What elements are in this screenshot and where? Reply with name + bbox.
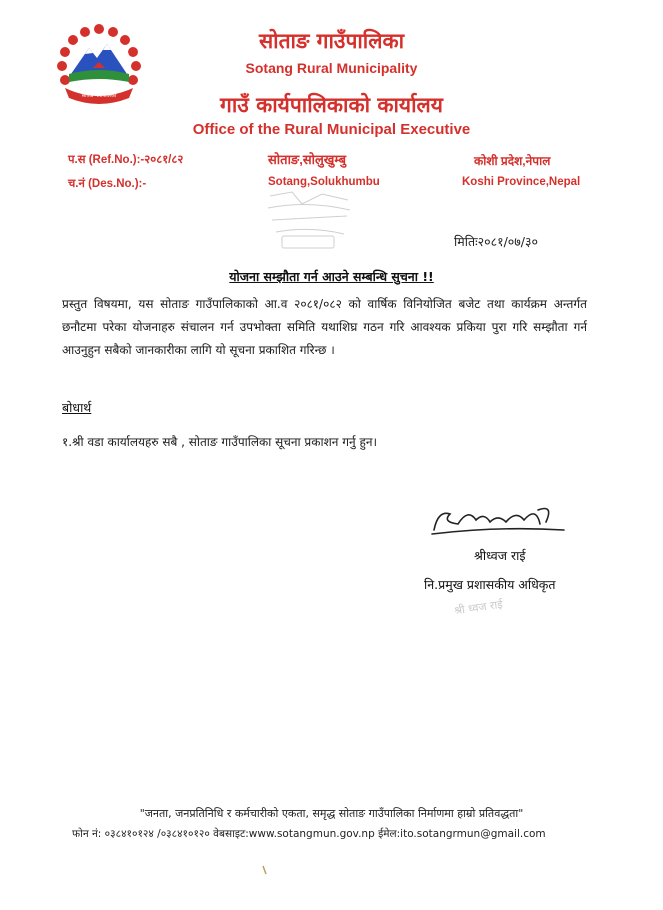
emblem-ribbon-text: सोताङ गाउँपालिका (81, 93, 117, 99)
bodharth-item: १.श्री वडा कार्यालयहरु सबै , सोताङ गाउँपालिका सूचना प्रकाशन गर्नु हुन। (62, 435, 378, 449)
signatory-name: श्रीध्वज राई (474, 548, 526, 563)
municipality-name-nepali: सोताङ गाउँपालिका (258, 29, 405, 53)
name-stamp: श्री ध्वज राई (453, 597, 504, 618)
dispatch-stamp (262, 186, 357, 256)
footer-motto: "जनता, जनप्रतिनिधि र कर्मचारीको एकता, समृद्ध सोताङ गाउँपालिका निर्माणमा हाम्रो प्रतिवद्धता" (139, 807, 524, 820)
stray-mark (262, 860, 267, 870)
footer-contact: फोन नं: ०३८४१०१२४ /०३८४१०१२० वेबसाइट:www.sotangmun.gov.np ईमेल:ito.sotangrmun@gmail.com (72, 828, 546, 840)
municipality-name-english: Sotang Rural Municipality (245, 60, 418, 76)
reference-number: प.स (Ref.No.):-२०८१/८२ (68, 154, 184, 166)
subject-line (0, 268, 663, 285)
province-english: Koshi Province,Nepal (462, 176, 581, 188)
location-nepali: सोताङ,सोलुखुम्बु (268, 152, 347, 167)
location-english: Sotang,Solukhumbu (268, 176, 380, 188)
office-name-nepali: गाउँ कार्यपालिकाको कार्यालय (220, 93, 443, 117)
dispatch-number: च.नं (Des.No.):- (68, 178, 147, 190)
handwritten-signature (428, 500, 568, 538)
body-paragraph: प्रस्तुत विषयमा, यस सोताङ गाउँपालिकाको आ.व २०८१/०८२ को वार्षिक विनियोजित बजेट तथा कार्यक्रम अन्तर्गत छनौटमा परेका योजनाहरु संचालन गर्न उपभोक्ता समिति यथाशिघ्र गठन गरि आवश्यक प्रकिया पुरा गरि सम्झौता गर्न आउनुहुन सबैको जानकारीका लागि यो सूचना प्रकाशित गरिन्छ । (62, 297, 587, 357)
letter-date: मितिः२०८१/०७/३० (454, 234, 539, 249)
bodharth-heading: बोधार्थ (62, 400, 92, 415)
signatory-designation: नि.प्रमुख प्रशासकीय अधिकृत (424, 577, 556, 592)
office-name-english: Office of the Rural Municipal Executive (192, 121, 471, 138)
province-nepali: कोशी प्रदेश,नेपाल (474, 154, 551, 168)
subject-text: योजना सम्झौता गर्न आउने सम्बन्धि सुचना !! (229, 269, 434, 284)
